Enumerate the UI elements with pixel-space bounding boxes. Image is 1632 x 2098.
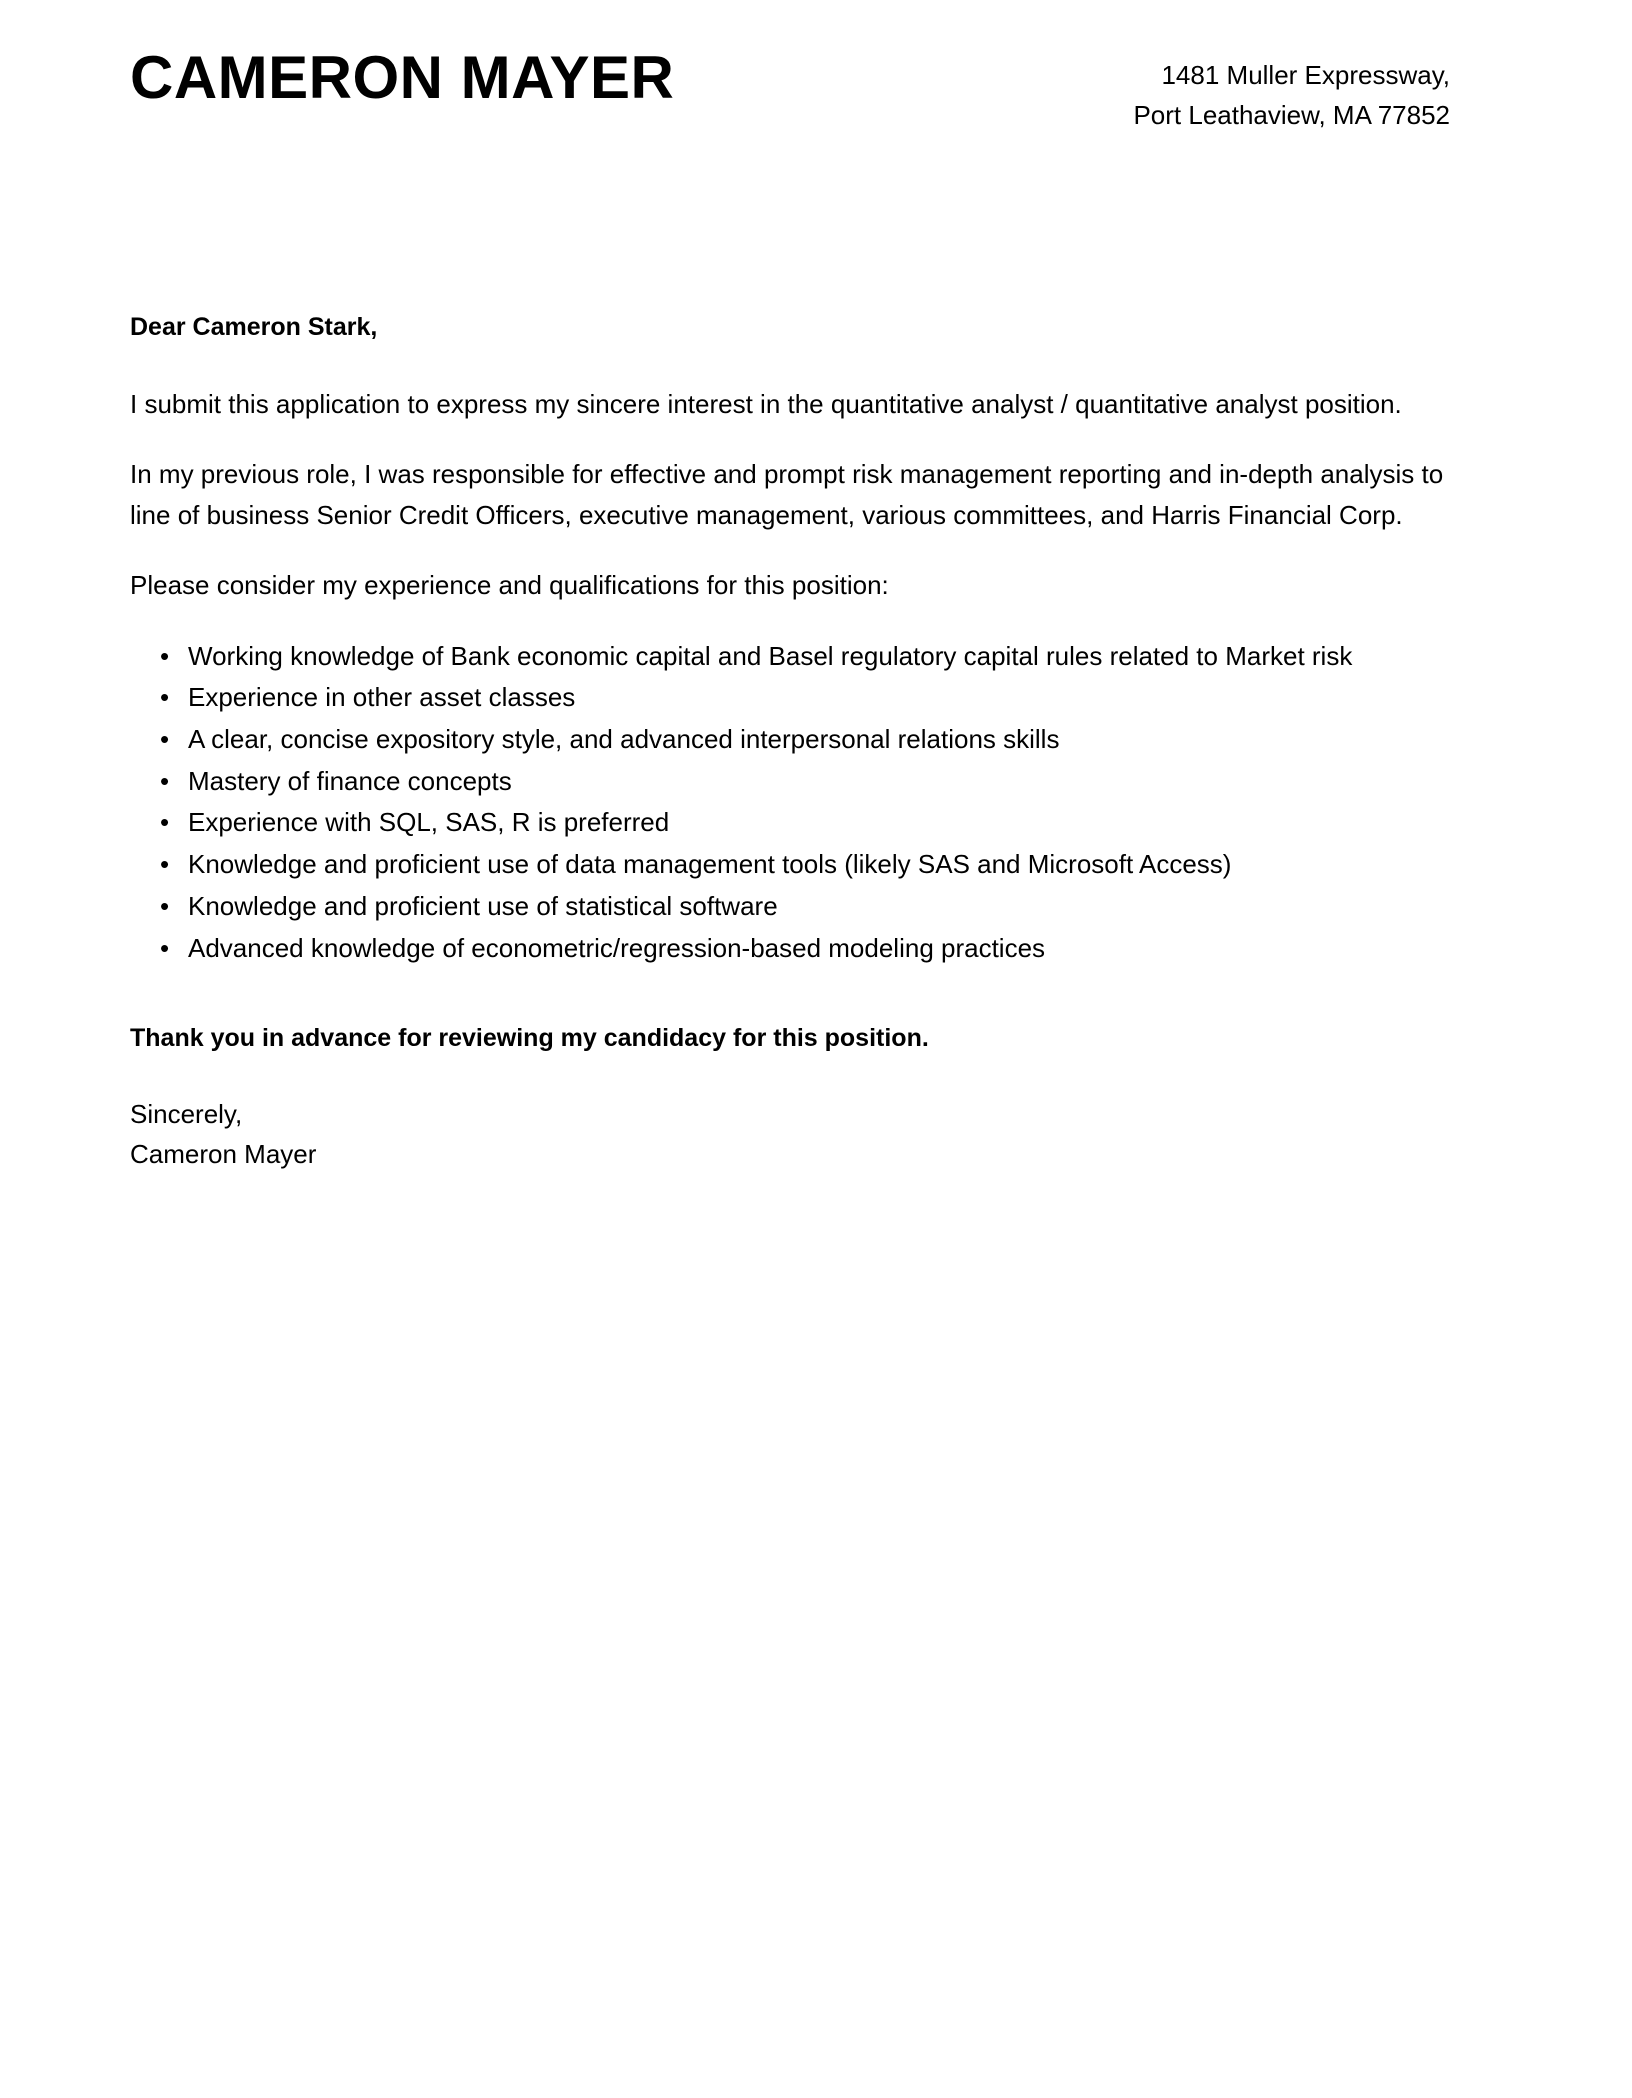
list-item xyxy=(130,886,1388,927)
qualifications-list xyxy=(130,636,1450,969)
bullet-icon: • xyxy=(160,849,170,880)
bullet-icon: • xyxy=(160,682,170,713)
list-item-label: Experience with SQL, SAS, R is preferred xyxy=(188,807,670,838)
list-item-label: Working knowledge of Bank economic capital and Basel regulatory capital rules related to Market risk xyxy=(188,640,1353,671)
letter-content xyxy=(130,0,1450,1175)
letter-header xyxy=(130,0,1450,175)
letter-body xyxy=(130,309,1450,1175)
bullet-icon: • xyxy=(160,807,170,838)
paragraph-intro: I submit this application to express my sincere interest in the quantitative analyst / quantitative analyst position. xyxy=(130,388,1402,419)
bullet-icon: • xyxy=(160,932,170,963)
list-item xyxy=(130,844,1388,885)
salutation: Dear Cameron Stark, xyxy=(130,313,378,341)
list-item-label: A clear, concise expository style, and advanced interpersonal relations skills xyxy=(188,724,1060,755)
paragraph-qualifications-lead-in: Please consider my experience and qualifications for this position: xyxy=(130,570,889,601)
list-item-label: Knowledge and proficient use of data management tools (likely SAS and Microsoft Access) xyxy=(188,849,1232,880)
address-line-street: 1481 Muller Expressway, xyxy=(1161,60,1450,90)
list-item xyxy=(130,761,1388,802)
signature-block xyxy=(130,1094,1450,1175)
list-item-label: Experience in other asset classes xyxy=(188,682,576,713)
address-line-city-state-zip: Port Leathaview, MA 77852 xyxy=(1133,99,1450,130)
list-item xyxy=(130,636,1388,677)
list-item xyxy=(130,719,1388,760)
signature-name: Cameron Mayer xyxy=(130,1139,317,1170)
bullet-icon: • xyxy=(160,890,170,921)
list-item-label: Knowledge and proficient use of statistical software xyxy=(188,890,778,921)
list-item xyxy=(130,802,1388,843)
paragraph-experience: In my previous role, I was responsible for effective and prompt risk management reporting and in-depth analysis to line of business Senior Credit Officers, executive management, various committees, and Harris Financial Corp. xyxy=(130,459,1444,530)
list-item xyxy=(130,677,1388,718)
sender-address-block xyxy=(970,56,1450,135)
list-item-label: Advanced knowledge of econometric/regression-based modeling practices xyxy=(188,932,1046,963)
sign-off: Sincerely, xyxy=(130,1098,243,1129)
bullet-icon: • xyxy=(160,640,170,671)
bullet-icon: • xyxy=(160,724,170,755)
bullet-icon: • xyxy=(160,765,170,796)
list-item-label: Mastery of finance concepts xyxy=(188,765,512,796)
page-title: CAMERON MAYER xyxy=(130,44,675,111)
list-item xyxy=(130,928,1388,969)
closing-statement: Thank you in advance for reviewing my candidacy for this position. xyxy=(130,1024,929,1053)
